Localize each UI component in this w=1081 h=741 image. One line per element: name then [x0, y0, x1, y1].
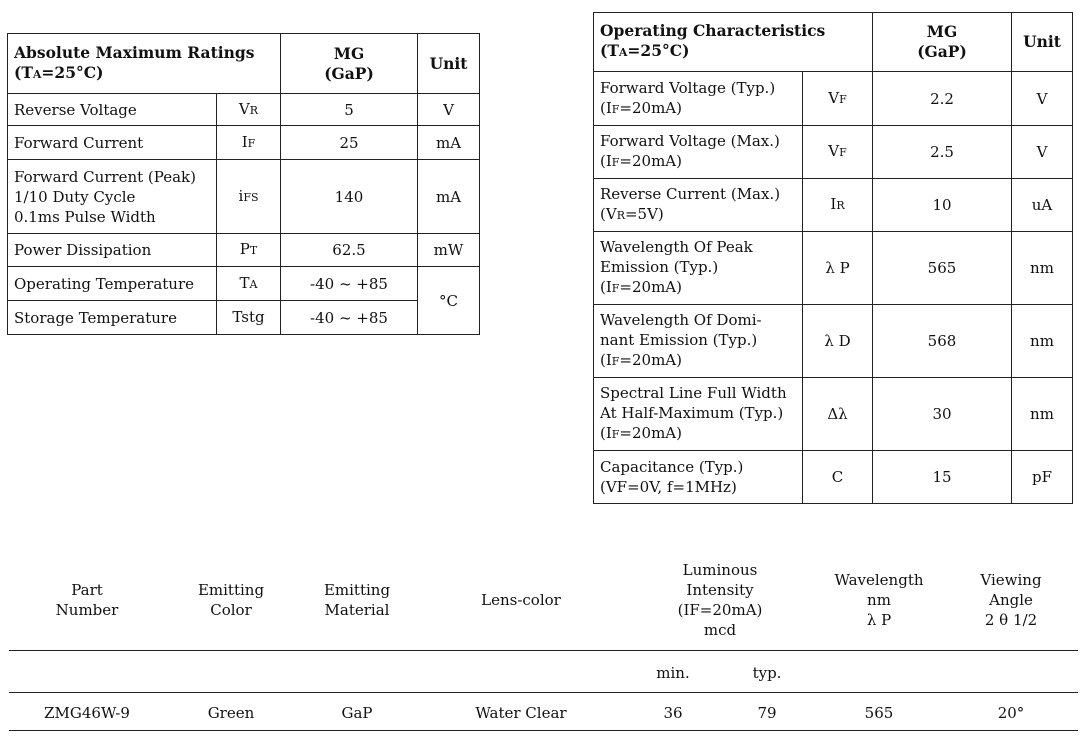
value-capacitance: 15 [873, 451, 1012, 504]
label-min: min. [656, 664, 690, 682]
unit-forward-current-peak: mA [418, 160, 480, 234]
cell-typ-intensity: 79 [757, 704, 777, 722]
cell-emitting-material: GaP [341, 704, 373, 722]
param-forward-voltage-max: Forward Voltage (Max.) (IF=20mA) [594, 126, 803, 179]
abs-max-mg-header: MG (GaP) [281, 34, 418, 94]
value-storage-temperature: -40 ~ +85 [281, 301, 418, 335]
param-operating-temperature: Operating Temperature [8, 267, 217, 301]
bottom-rule [9, 730, 1078, 731]
cell-viewing-angle: 20° [997, 704, 1025, 722]
unit-capacitance: pF [1012, 451, 1073, 504]
symbol-vf-max: VF [803, 126, 873, 179]
value-dominant-wavelength: 568 [873, 305, 1012, 378]
param-capacitance: Capacitance (Typ.) (VF=0V, f=1MHz) [594, 451, 803, 504]
unit-dominant-wavelength: nm [1012, 305, 1073, 378]
unit-forward-voltage-typ: V [1012, 72, 1073, 126]
unit-temperature: °C [418, 267, 480, 335]
header-emitting-color: Emitting Color [197, 581, 265, 619]
value-forward-voltage-typ: 2.2 [873, 72, 1012, 126]
value-operating-temperature: -40 ~ +85 [281, 267, 418, 301]
value-forward-current: 25 [281, 126, 418, 160]
value-forward-voltage-max: 2.5 [873, 126, 1012, 179]
param-forward-current-peak: Forward Current (Peak) 1/10 Duty Cycle 0.1ms Pulse Width [8, 160, 217, 234]
symbol-ta: TA [217, 267, 281, 301]
value-reverse-voltage: 5 [281, 94, 418, 126]
param-forward-current: Forward Current [8, 126, 217, 160]
header-luminous-intensity: Luminous Intensity (IF=20mA) mcd [677, 561, 763, 639]
header-wavelength: Wavelength nm λ P [834, 571, 924, 629]
unit-forward-current: mA [418, 126, 480, 160]
op-char-mg-header: MG (GaP) [873, 13, 1012, 72]
symbol-tstg: Tstg [217, 301, 281, 335]
cell-lens-color: Water Clear [475, 704, 567, 722]
header-lens-color: Lens-color [481, 591, 561, 609]
param-reverse-voltage: Reverse Voltage [8, 94, 217, 126]
symbol-vr: VR [217, 94, 281, 126]
value-forward-current-peak: 140 [281, 160, 418, 234]
param-dominant-wavelength: Wavelength Of Domi- nant Emission (Typ.) (IF=20mA) [594, 305, 803, 378]
header-part-number: Part Number [55, 581, 119, 619]
op-char-header [594, 13, 873, 72]
symbol-ir: IR [803, 179, 873, 232]
value-power-dissipation: 62.5 [281, 234, 418, 267]
op-char-title: Operating Characteristics [600, 21, 826, 40]
unit-forward-voltage-max: V [1012, 126, 1073, 179]
param-storage-temperature: Storage Temperature [8, 301, 217, 335]
header-rule [9, 650, 1078, 651]
symbol-lambda-p: λ P [803, 232, 873, 305]
subheader-rule [9, 692, 1078, 693]
param-forward-voltage-typ: Forward Voltage (Typ.) (IF=20mA) [594, 72, 803, 126]
value-reverse-current: 10 [873, 179, 1012, 232]
cell-wavelength: 565 [864, 704, 894, 722]
symbol-lambda-d: λ D [803, 305, 873, 378]
absolute-maximum-ratings-table [7, 33, 480, 335]
label-typ: typ. [752, 664, 782, 682]
param-spectral-line-width: Spectral Line Full Width At Half-Maximum (Typ.) (IF=20mA) [594, 378, 803, 451]
symbol-if: IF [217, 126, 281, 160]
value-spectral-line-width: 30 [873, 378, 1012, 451]
cell-part-number: ZMG46W-9 [44, 704, 130, 722]
symbol-pt: PT [217, 234, 281, 267]
symbol-c: C [803, 451, 873, 504]
symbol-delta-lambda: Δλ [803, 378, 873, 451]
symbol-ifs: iFS [217, 160, 281, 234]
cell-emitting-color: Green [207, 704, 255, 722]
header-emitting-material: Emitting Material [323, 581, 391, 619]
param-power-dissipation: Power Dissipation [8, 234, 217, 267]
op-char-condition: (TA=25°C) [600, 41, 690, 60]
unit-reverse-voltage: V [418, 94, 480, 126]
param-reverse-current: Reverse Current (Max.) (VR=5V) [594, 179, 803, 232]
unit-spectral-line-width: nm [1012, 378, 1073, 451]
symbol-vf-typ: VF [803, 72, 873, 126]
abs-max-header [8, 34, 281, 94]
unit-power-dissipation: mW [418, 234, 480, 267]
abs-max-unit-header: Unit [418, 34, 480, 94]
cell-min-intensity: 36 [663, 704, 683, 722]
header-viewing-angle: Viewing Angle 2 θ 1/2 [980, 571, 1042, 629]
operating-characteristics-table [593, 12, 1073, 504]
unit-peak-wavelength: nm [1012, 232, 1073, 305]
value-peak-wavelength: 565 [873, 232, 1012, 305]
abs-max-condition: (TA=25°C) [14, 62, 104, 82]
abs-max-title: Absolute Maximum Ratings [14, 42, 255, 62]
op-char-unit-header: Unit [1012, 13, 1073, 72]
param-peak-wavelength: Wavelength Of Peak Emission (Typ.) (IF=20mA) [594, 232, 803, 305]
unit-reverse-current: uA [1012, 179, 1073, 232]
